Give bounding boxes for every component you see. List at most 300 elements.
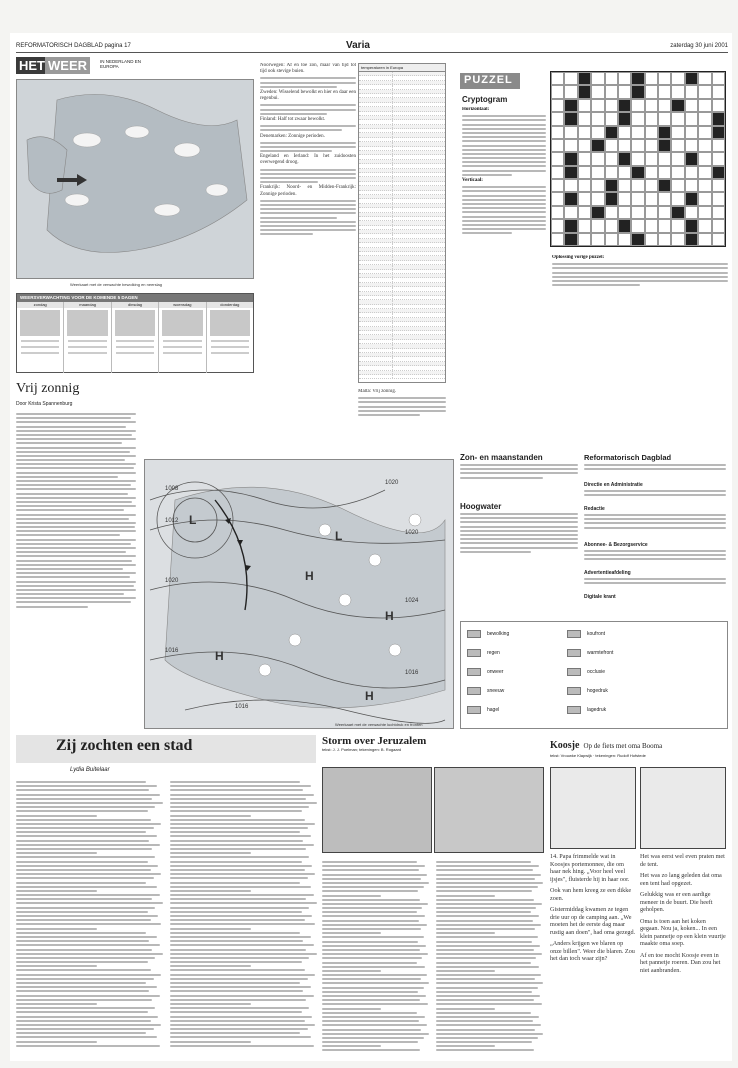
text-line	[16, 835, 157, 837]
text-line	[16, 827, 154, 829]
text-line	[170, 852, 251, 854]
text-line	[322, 869, 419, 871]
grid-cell	[671, 179, 684, 192]
grid-cell	[685, 179, 698, 192]
text-line	[16, 894, 160, 896]
land-shape	[47, 94, 247, 252]
page-header	[16, 39, 728, 53]
grid-cell	[671, 192, 684, 205]
text-line	[16, 865, 158, 867]
text-line	[170, 928, 251, 930]
grid-cell	[631, 179, 644, 192]
legend-item	[467, 706, 499, 714]
text-line	[16, 902, 163, 904]
high-pressure-label: H	[385, 609, 394, 623]
text-line	[170, 810, 302, 812]
text-line	[322, 966, 425, 968]
text-line	[170, 1016, 312, 1018]
legend-label: onweer	[487, 669, 504, 675]
grid-block	[605, 192, 618, 205]
text-line	[170, 806, 309, 808]
text-line	[322, 903, 428, 905]
grid-block	[631, 233, 644, 246]
pressure-map-caption: Weerkaart met de verwachte luchtdruk en fronten	[335, 722, 423, 727]
sun-moon-section	[460, 453, 580, 613]
grid-cell	[685, 206, 698, 219]
legend-symbol-icon	[567, 668, 581, 676]
grid-cell	[645, 152, 658, 165]
text-line	[170, 1028, 308, 1030]
grid-block	[671, 206, 684, 219]
storm-column-1	[322, 859, 430, 1055]
grid-cell	[578, 233, 591, 246]
legend-label: hogedruk	[587, 688, 608, 694]
text-line	[322, 895, 381, 897]
koosje-text: 14. Papa frimmelde wat in Koosjes portemonnee, die om haar nek hing. „Voor heel veel ijsjes", fluisterde hij in haar oor.	[550, 853, 630, 883]
grid-cell	[618, 192, 631, 205]
text-line	[322, 936, 424, 938]
text-line	[16, 932, 146, 934]
legend-item	[567, 668, 605, 676]
text-line	[436, 1029, 535, 1031]
grid-cell	[698, 192, 711, 205]
grid-cell	[564, 126, 577, 139]
text-line	[436, 928, 535, 930]
water-title: Hoogwater	[460, 502, 502, 511]
legend-item	[567, 630, 605, 638]
text-line	[170, 974, 315, 976]
text-line	[436, 865, 539, 867]
isobar-label: 1012	[165, 518, 179, 524]
grid-cell	[578, 99, 591, 112]
koosje-subtitle: Op de fiets met oma Booma	[583, 742, 663, 750]
grid-block	[564, 99, 577, 112]
five-day-title: WEERSVERWACHTING VOOR DE KOMENDE 5 DAGEN	[17, 294, 253, 302]
text-line	[170, 1024, 315, 1026]
grid-cell	[618, 126, 631, 139]
grid-cell	[645, 192, 658, 205]
text-line	[16, 982, 146, 984]
grid-cell	[671, 139, 684, 152]
text-line	[322, 1029, 421, 1031]
legend-label: sneeuw	[487, 688, 505, 694]
text-line	[436, 949, 534, 951]
text-line	[436, 1012, 531, 1014]
grid-cell	[631, 139, 644, 152]
text-line	[170, 815, 251, 817]
text-line	[436, 953, 542, 955]
legend-symbol-icon	[467, 649, 481, 657]
story-column-2	[170, 779, 318, 1055]
legend-item	[567, 706, 606, 714]
text-line	[170, 840, 303, 842]
grid-cell	[551, 166, 564, 179]
text-line	[170, 798, 306, 800]
cloud-icon	[73, 133, 101, 147]
weather-article-body	[16, 411, 136, 691]
text-line	[16, 819, 151, 821]
colofon	[584, 453, 728, 617]
grid-cell	[698, 152, 711, 165]
text-line	[322, 915, 425, 917]
text-line	[16, 781, 146, 783]
country-para: Engeland en Ierland: In het zuidoosten overwegend droog.	[260, 154, 356, 166]
cloud-icon	[409, 514, 421, 526]
storm-title: Storm over Jeruzalem	[322, 735, 427, 747]
text-line	[16, 802, 163, 804]
text-line	[322, 970, 381, 972]
grid-cell	[698, 85, 711, 98]
text-line	[322, 861, 417, 863]
text-line	[16, 815, 97, 817]
text-line	[322, 907, 422, 909]
text-line	[16, 1041, 97, 1043]
grid-block	[685, 192, 698, 205]
text-line	[322, 1003, 428, 1005]
grid-cell	[551, 72, 564, 85]
cloud-icon	[154, 204, 180, 216]
down-label: Verticaal:	[462, 178, 483, 184]
legend-label: hagel	[487, 707, 500, 713]
grid-cell	[658, 192, 671, 205]
grid-cell	[564, 72, 577, 85]
puzzle-logo: PUZZEL	[460, 73, 520, 89]
low-pressure-label: L	[189, 513, 197, 527]
text-line	[170, 932, 300, 934]
grid-cell	[645, 219, 658, 232]
story-title: Zij zochten een stad	[56, 737, 193, 754]
grid-cell	[698, 99, 711, 112]
grid-cell	[685, 166, 698, 179]
text-line	[16, 852, 97, 854]
grid-cell	[605, 152, 618, 165]
text-line	[16, 986, 157, 988]
forecast-day	[207, 302, 253, 373]
text-line	[436, 974, 541, 976]
grid-cell	[551, 139, 564, 152]
grid-cell	[591, 99, 604, 112]
text-line	[16, 794, 160, 796]
text-line	[436, 1045, 495, 1047]
grid-cell	[712, 219, 725, 232]
country-para: Malta: Vrij zonnig.	[358, 389, 397, 394]
text-line	[436, 890, 532, 892]
grid-block	[591, 139, 604, 152]
text-line	[16, 919, 151, 921]
grid-cell	[685, 99, 698, 112]
text-line	[16, 990, 149, 992]
crossword-grid	[550, 71, 726, 247]
legend-item	[467, 668, 503, 676]
text-line	[16, 890, 97, 892]
cloud-icon	[339, 594, 351, 606]
text-line	[436, 903, 542, 905]
text-line	[16, 1007, 155, 1009]
grid-cell	[645, 166, 658, 179]
country-para: Noorwegen: Af en toe zon, maar van tijd tot tijd ook stevige buien.	[260, 63, 356, 75]
text-line	[436, 869, 533, 871]
forecast-day	[64, 302, 111, 373]
grid-cell	[631, 126, 644, 139]
rd-title: Reformatorisch Dagblad	[584, 453, 672, 462]
text-line	[16, 798, 152, 800]
legend-symbol-icon	[567, 706, 581, 714]
text-line	[170, 944, 314, 946]
grid-block	[605, 179, 618, 192]
koosje-text: Af en toe mocht Koosje even in het pannetje roeren. Dan zou het niet aanbranden.	[640, 951, 721, 974]
grid-cell	[671, 219, 684, 232]
grid-block	[658, 126, 671, 139]
text-line	[16, 923, 161, 925]
grid-cell	[591, 85, 604, 98]
text-line	[322, 962, 417, 964]
text-line	[16, 949, 152, 951]
text-line	[16, 965, 97, 967]
isobar-label: 1016	[235, 704, 249, 710]
weather-headline: Vrij zonnig	[16, 381, 80, 396]
legend-label: warmtefront	[587, 650, 614, 656]
grid-cell	[564, 85, 577, 98]
grid-cell	[591, 233, 604, 246]
koosje-text: Het was eerst wel even praten met de tent.	[640, 853, 725, 868]
grid-cell	[712, 192, 725, 205]
grid-cell	[645, 99, 658, 112]
text-line	[16, 1032, 146, 1034]
weather-title-b: WEER	[45, 57, 90, 74]
grid-cell	[712, 72, 725, 85]
weather-icon	[115, 310, 155, 336]
text-line	[170, 882, 300, 884]
map-caption: Weerkaart met de verwachte bewolking en neerslag	[70, 282, 162, 287]
text-line	[436, 957, 536, 959]
story-header-zij	[16, 735, 316, 763]
pressure-map-svg	[145, 460, 454, 729]
text-line	[170, 823, 315, 825]
text-line	[436, 907, 536, 909]
text-line	[436, 987, 538, 989]
grid-cell	[658, 206, 671, 219]
koosje-text: Oma is toen aan het koken gegaan. Nou ja, koken... In een klein pannetje op een klein vuurtje maakte oma soep.	[640, 917, 726, 947]
table-title: temperaturen in Europa	[359, 64, 445, 72]
grid-cell	[698, 72, 711, 85]
text-line	[322, 1049, 420, 1051]
grid-block	[564, 233, 577, 246]
grid-cell	[698, 166, 711, 179]
storm-column-2	[436, 859, 544, 1055]
cloud-icon	[319, 524, 331, 536]
text-line	[322, 928, 421, 930]
text-line	[436, 878, 535, 880]
text-line	[170, 835, 311, 837]
text-line	[436, 1016, 539, 1018]
cloud-icon	[369, 554, 381, 566]
weather-subtitle: IN NEDERLAND EN EUROPA	[100, 59, 142, 69]
text-line	[170, 1041, 251, 1043]
text-line	[170, 999, 306, 1001]
legend-item	[467, 649, 500, 657]
cloud-icon	[289, 634, 301, 646]
grid-cell	[551, 99, 564, 112]
grid-cell	[578, 126, 591, 139]
text-line	[16, 877, 154, 879]
text-line	[16, 873, 161, 875]
text-line	[436, 895, 495, 897]
legend-item	[567, 687, 608, 695]
text-line	[16, 785, 157, 787]
grid-cell	[631, 192, 644, 205]
grid-cell	[671, 85, 684, 98]
day-name: woensdag	[159, 302, 205, 308]
grid-block	[712, 112, 725, 125]
high-pressure-label: H	[215, 649, 224, 663]
grid-cell	[698, 206, 711, 219]
text-line	[16, 861, 148, 863]
grid-block	[618, 219, 631, 232]
text-line	[170, 1011, 302, 1013]
isobar-label: 1020	[165, 578, 179, 584]
day-name: donderdag	[207, 302, 253, 308]
text-line	[322, 1037, 424, 1039]
rd-redactie: Redactie	[584, 506, 605, 512]
isobar-label: 1024	[405, 598, 419, 604]
grid-block	[671, 99, 684, 112]
grid-cell	[551, 192, 564, 205]
weather-byline: Door Krista Spannenburg	[16, 401, 73, 407]
text-line	[16, 953, 163, 955]
solution-title: Oplossing vorige puzzel:	[552, 255, 605, 260]
grid-cell	[564, 139, 577, 152]
text-line	[170, 907, 309, 909]
grid-cell	[658, 233, 671, 246]
text-line	[170, 1045, 314, 1047]
text-line	[170, 923, 315, 925]
text-line	[436, 962, 531, 964]
country-para: Finland: Half tot zwaar bewolkt.	[260, 116, 326, 122]
grid-cell	[591, 112, 604, 125]
grid-cell	[605, 112, 618, 125]
text-line	[170, 819, 305, 821]
cloud-icon	[206, 184, 228, 196]
text-line	[170, 856, 309, 858]
text-line	[436, 911, 531, 913]
text-line	[16, 1024, 161, 1026]
cloud-icon	[174, 143, 200, 157]
isobar-label: 1016	[405, 670, 419, 676]
weather-country-column-3	[358, 389, 446, 449]
text-line	[170, 957, 309, 959]
puzzle-solution	[552, 255, 728, 305]
text-line	[436, 995, 540, 997]
grid-cell	[591, 72, 604, 85]
story-column-1	[16, 779, 164, 1055]
text-line	[16, 1003, 97, 1005]
text-line	[436, 970, 495, 972]
text-line	[170, 831, 300, 833]
grid-block	[564, 192, 577, 205]
text-line	[436, 882, 543, 884]
text-line	[16, 907, 155, 909]
newspaper-page	[10, 33, 732, 1061]
text-line	[322, 987, 424, 989]
text-line	[16, 1020, 151, 1022]
grid-cell	[591, 192, 604, 205]
text-line	[170, 961, 302, 963]
text-line	[322, 945, 426, 947]
grid-cell	[551, 179, 564, 192]
legend-symbol-icon	[467, 687, 481, 695]
text-line	[322, 1033, 429, 1035]
grid-cell	[591, 179, 604, 192]
text-line	[16, 869, 151, 871]
grid-cell	[645, 179, 658, 192]
high-pressure-label: H	[365, 689, 374, 703]
table-row	[359, 375, 445, 379]
text-line	[322, 886, 424, 888]
grid-block	[618, 152, 631, 165]
text-line	[16, 995, 160, 997]
grid-block	[618, 99, 631, 112]
grid-block	[685, 152, 698, 165]
grid-block	[591, 206, 604, 219]
legend-symbol-icon	[567, 630, 581, 638]
forecast-day	[17, 302, 64, 373]
text-line	[322, 890, 418, 892]
isobar-label: 1008	[165, 486, 179, 492]
forecast-day	[159, 302, 206, 373]
text-line	[170, 794, 314, 796]
text-line	[170, 802, 317, 804]
koosje-panel-1	[550, 767, 636, 849]
grid-cell	[685, 139, 698, 152]
text-line	[16, 999, 152, 1001]
grid-cell	[578, 139, 591, 152]
legend-item	[567, 649, 613, 657]
weather-icon	[162, 310, 202, 336]
text-line	[170, 1007, 309, 1009]
grid-cell	[591, 219, 604, 232]
grid-cell	[671, 112, 684, 125]
text-line	[16, 856, 155, 858]
grid-cell	[578, 219, 591, 232]
text-line	[16, 957, 155, 959]
text-line	[16, 882, 146, 884]
rd-abonnee: Abonnee- & Bezorgservice	[584, 542, 648, 548]
isobar-label: 1016	[165, 648, 179, 654]
grid-block	[618, 112, 631, 125]
text-line	[170, 995, 314, 997]
legend-symbol-icon	[467, 668, 481, 676]
grid-cell	[658, 219, 671, 232]
rd-digitaal: Digitale krant	[584, 594, 616, 600]
koosje-col-2	[640, 853, 726, 1055]
across-label: Horizontaal:	[462, 107, 490, 112]
grid-cell	[605, 206, 618, 219]
grid-cell	[698, 219, 711, 232]
text-line	[16, 806, 155, 808]
weather-icon	[20, 310, 60, 336]
grid-cell	[658, 152, 671, 165]
text-line	[436, 966, 539, 968]
text-line	[16, 831, 146, 833]
grid-cell	[618, 72, 631, 85]
text-line	[16, 840, 149, 842]
weather-title-a: HET	[16, 57, 48, 74]
grid-cell	[712, 99, 725, 112]
legend-label: koufront	[587, 631, 606, 637]
text-line	[16, 1016, 158, 1018]
text-line	[436, 899, 534, 901]
text-line	[322, 874, 427, 876]
